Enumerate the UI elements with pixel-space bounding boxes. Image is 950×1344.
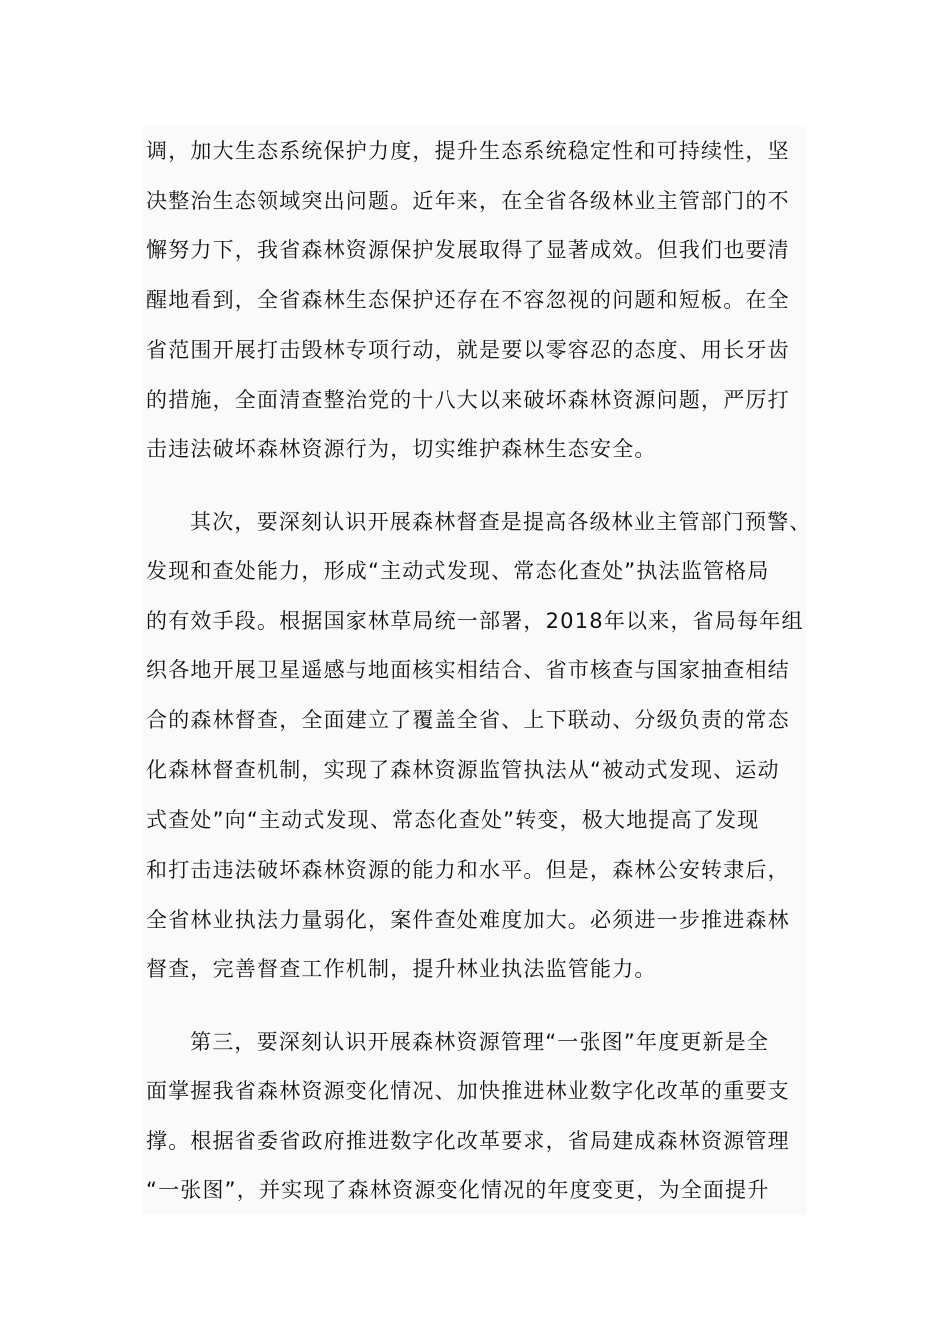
paragraph-1-line-5: 省范围开展打击毁林专项行动，就是要以零容忍的态度、用长牙齿: [146, 338, 790, 362]
paragraph-3-line-2: 面掌握我省森林资源变化情况、加快推进林业数字化改革的重要支: [146, 1079, 790, 1103]
paragraph-3-line-4: “一张图”，并实现了森林资源变化情况的年度变更，为全面提升: [146, 1178, 770, 1202]
paragraph-1-line-3: 懈努力下，我省森林资源保护发展取得了显著成效。但我们也要清: [146, 238, 790, 262]
paragraph-2-line-1: 其次，要深刻认识开展森林督查是提高各级林业主管部门预警、: [190, 510, 812, 534]
paragraph-1-line-7: 击违法破坏森林资源行为，切实维护森林生态安全。: [146, 437, 657, 461]
paragraph-2-line-6: 化森林督查机制，实现了森林资源监管执法从“被动式发现、运动: [146, 758, 780, 782]
paragraph-3-line-1: 第三，要深刻认识开展森林资源管理“一张图”年度更新是全: [190, 1030, 770, 1054]
paragraph-1-line-1: 调，加大生态系统保护力度，提升生态系统稳定性和可持续性，坚: [146, 139, 790, 163]
paragraph-2-line-7: 式查处”向“主动式发现、常态化查处”转变，极大地提高了发现: [146, 808, 760, 832]
paragraph-2-line-5: 合的森林督查，全面建立了覆盖全省、上下联动、分级负责的常态: [146, 708, 790, 732]
paragraph-2-line-8: 和打击违法破坏森林资源的能力和水平。但是，森林公安转隶后，: [146, 858, 790, 882]
paragraph-3-line-3: 撑。根据省委省政府推进数字化改革要求，省局建成森林资源管理: [146, 1129, 790, 1153]
paragraph-2-line-10: 督查，完善督查工作机制，提升林业执法监管能力。: [146, 957, 657, 981]
paragraph-2-line-2: 发现和查处能力，形成“主动式发现、常态化查处”执法监管格局: [146, 559, 770, 583]
paragraph-2-line-4: 织各地开展卫星遥感与地面核实相结合、省市核查与国家抽查相结: [146, 658, 790, 682]
paragraph-1-line-6: 的措施，全面清查整治党的十八大以来破坏森林资源问题，严厉打: [146, 388, 790, 412]
paragraph-2-line-3: 的有效手段。根据国家林草局统一部署，2018年以来，省局每年组: [146, 609, 804, 633]
paragraph-1-line-2: 决整治生态领域突出问题。近年来，在全省各级林业主管部门的不: [146, 189, 790, 213]
paragraph-1-line-4: 醒地看到，全省森林生态保护还存在不容忽视的问题和短板。在全: [146, 288, 790, 312]
paragraph-2-line-9: 全省林业执法力量弱化，案件查处难度加大。必须进一步推进森林: [146, 908, 790, 932]
